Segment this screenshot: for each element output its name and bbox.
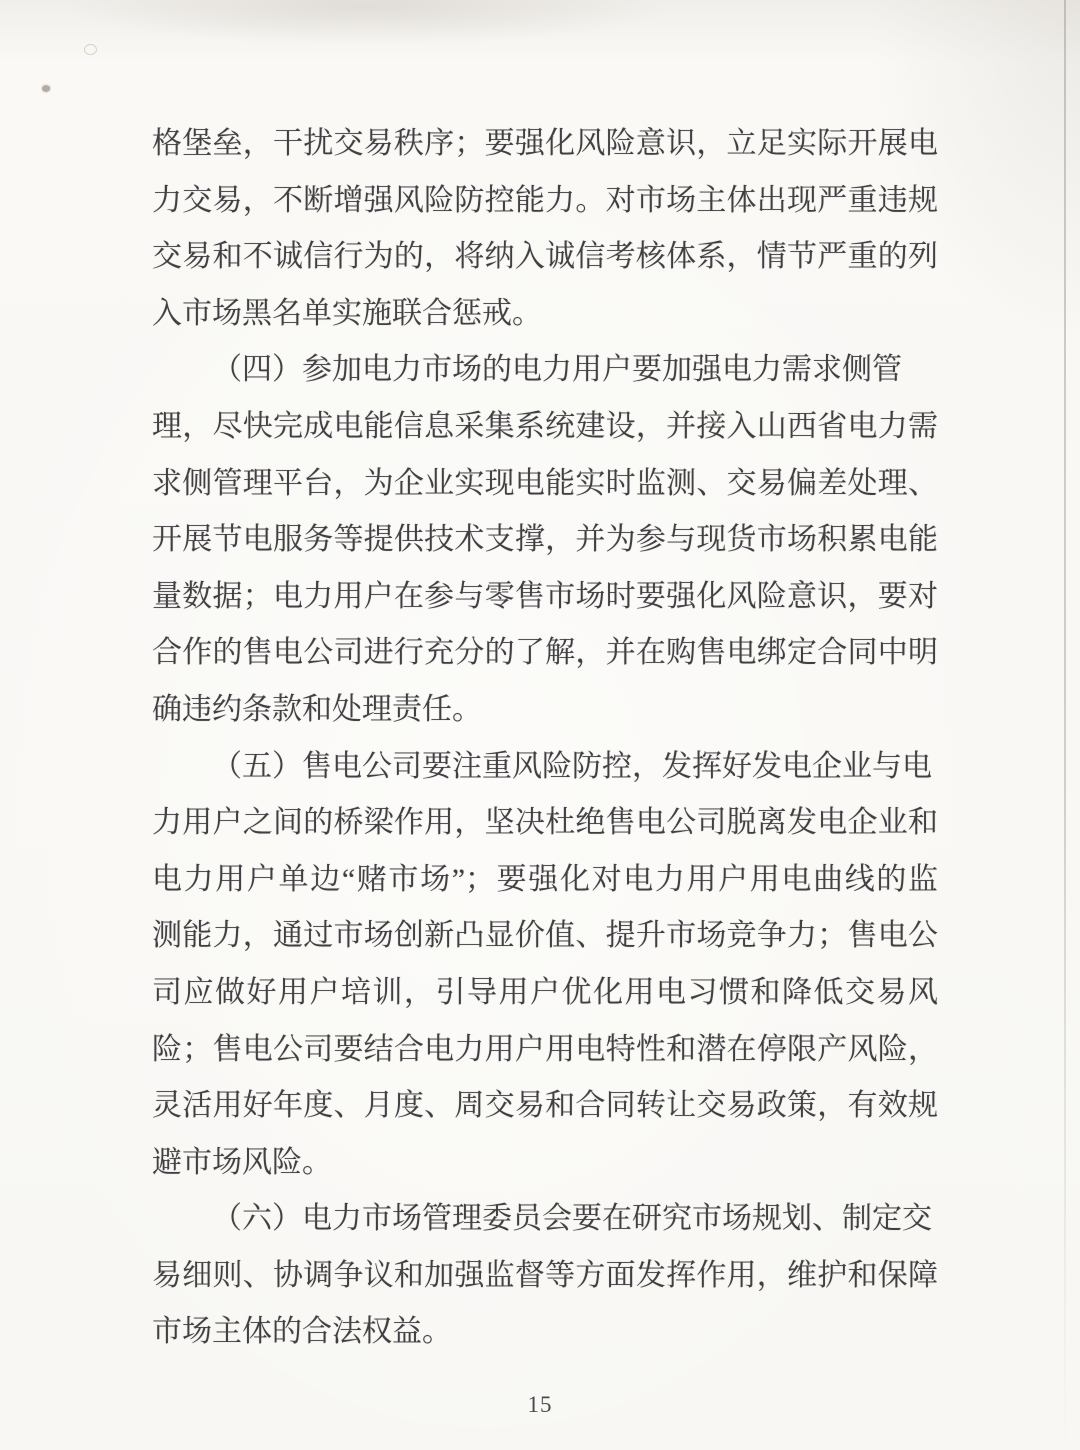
text-line-paragraph-start: （四）参加电力市场的电力用户要加强电力需求侧管	[212, 353, 902, 387]
text-line: 量数据；电力用户在参与零售市场时要强化风险意识，要对	[152, 579, 938, 613]
text-line: 合作的售电公司进行充分的了解，并在购售电绑定合同中明	[152, 636, 938, 670]
text-line: 开展节电服务等提供技术支撑，并为参与现货市场积累电能	[152, 523, 938, 557]
text-line: 灵活用好年度、月度、周交易和合同转让交易政策，有效规	[152, 1089, 938, 1123]
text-line: 测能力，通过市场创新凸显价值、提升市场竞争力；售电公	[152, 919, 938, 953]
text-line: 避市场风险。	[152, 1145, 332, 1179]
scan-page-edge	[1064, 0, 1066, 1450]
text-line: 电力用户单边“赌市场”；要强化对电力用户用电曲线的监	[152, 862, 938, 896]
text-line-paragraph-start: （五）售电公司要注重风险防控，发挥好发电企业与电	[212, 749, 932, 783]
text-line: 理，尽快完成电能信息采集系统建设，并接入山西省电力需	[152, 409, 938, 443]
scan-artifact-speck	[41, 84, 51, 93]
text-line-paragraph-start: （六）电力市场管理委员会要在研究市场规划、制定交	[212, 1202, 932, 1236]
text-line: 力用户之间的桥梁作用，坚决杜绝售电公司脱离发电企业和	[152, 806, 938, 840]
text-line: 司应做好用户培训，引导用户优化用电习惯和降低交易风	[152, 975, 938, 1009]
text-line: 确违约条款和处理责任。	[152, 692, 482, 726]
text-line: 交易和不诚信行为的，将纳入诚信考核体系，情节严重的列	[152, 240, 938, 274]
text-line: 险；售电公司要结合电力用户用电特性和潜在停限产风险，	[152, 1032, 938, 1066]
scan-artifact-ring	[84, 44, 97, 55]
text-line: 市场主体的合法权益。	[152, 1315, 452, 1349]
text-line: 力交易，不断增强风险防控能力。对市场主体出现严重违规	[152, 183, 938, 217]
text-line: 格堡垒，干扰交易秩序；要强化风险意识，立足实际开展电	[152, 127, 938, 160]
document-body	[152, 116, 938, 1361]
text-line: 入市场黑名单实施联合惩戒。	[152, 296, 542, 330]
text-line: 易细则、协调争议和加强监督等方面发挥作用，维护和保障	[152, 1258, 938, 1292]
text-line: 求侧管理平台，为企业实现电能实时监测、交易偏差处理、	[152, 466, 938, 500]
page-number: 15	[527, 1392, 553, 1417]
